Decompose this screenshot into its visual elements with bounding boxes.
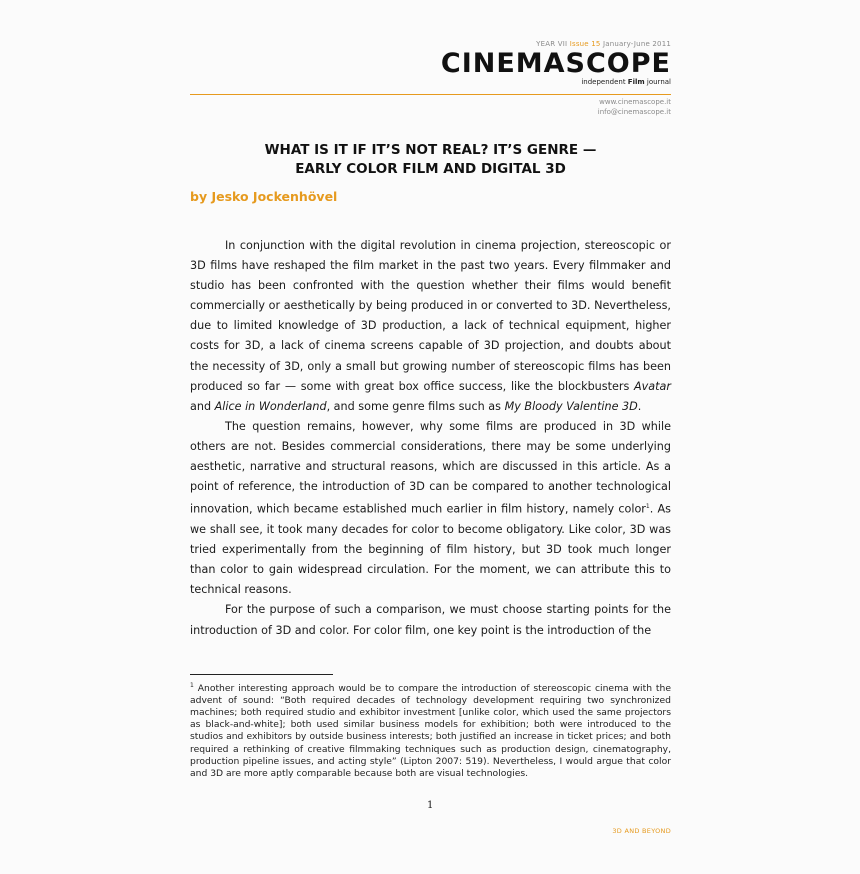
website-link[interactable]: www.cinemascope.it [599,98,671,106]
contact-info [598,97,671,117]
article-title [190,141,671,179]
author-byline: by Jesko Jockenhövel [190,189,338,204]
header-divider [190,94,671,95]
title-line-2: EARLY COLOR FILM AND DIGITAL 3D [295,161,566,177]
tagline-pre: independent [581,78,628,86]
p1-text-a: In conjunction with the digital revolution in cinema projection, stereoscopic or 3D films have reshaped the film market in the past two years. Every filmmaker and studio has been confronted with the question whether their films would benefit commercially or aesthetically by being produced in or converted to 3D. Nevertheless, due to limited knowledge of 3D production, a lack of technical equipment, higher costs for 3D, a lack of cinema screens capable of 3D projection, and doubts about the necessity of 3D, only a small but growing number of stereoscopic films has been produced so far — some with great box office success, like the blockbusters [190,239,671,393]
email-link[interactable]: info@cinemascope.it [597,108,671,116]
tagline-post: journal [644,78,671,86]
article-body [190,236,671,641]
footnote-marker: 1 [190,682,194,689]
p1-text-b: , and some genre films such as [326,399,505,413]
film-title-alice: Alice in Wonderland [214,399,327,413]
p1-end: . [637,399,642,413]
issue-info [536,40,671,48]
p2-text-b: . As we shall see, it took many decades for color to become obligatory. Like color, 3D was tried experimentally from the beginning of film history, but 3D took much longer than color to gain widespread circulation. For the moment, we can attribute this to technical reasons. [190,502,671,597]
p2-text-a: The question remains, however, why some films are produced in 3D while others are not. Besides commercial considerations, there may be some underlying aesthetic, narrative and structural reasons, which are discussed in this article. As a point of reference, the introduction of 3D can be compared to another technological innovation, which became established much earlier in film history, namely color [190,419,671,516]
issue-year: YEAR VII [536,40,568,48]
paragraph-3: For the purpose of such a comparison, we must choose starting points for the introduction of 3D and color. For color film, one key point is the introduction of the [190,603,671,637]
paragraph-1 [190,236,671,417]
issue-date: January-June 2011 [602,40,671,48]
footnote [190,680,671,780]
paragraph-2 [190,417,671,601]
title-line-1: WHAT IS IT IF IT’S NOT REAL? IT’S GENRE — [264,142,597,158]
issue-number: Issue 15 [569,40,601,48]
footnote-divider [190,674,333,675]
film-title-avatar: Avatar [634,379,671,393]
footnote-reference[interactable]: 1 [645,503,650,511]
section-label: 3D AND BEYOND [612,827,671,835]
journal-logo: CINEMASCOPE [440,48,671,79]
p1-and: and [190,399,215,413]
journal-tagline [581,78,671,86]
page-number: 1 [427,800,434,811]
film-title-valentine: My Bloody Valentine 3D [504,399,638,413]
footnote-text: Another interesting approach would be to compare the introduction of stereoscopic cinema with the advent of sound: “Both required decades of technology development requiring two synchronized machines; both required studio and exhibitor investment [unlike color, which used the same projectors as black-and-white]; both used similar business models for exhibition; both were introduced to the studios and exhibitors by outside business interests; both justified an increase in ticket prices; and both required a rethinking of creative filmmaking techniques such as production design, cinematography, production pipeline issues, and acting style” (Lipton 2007: 519). Nevertheless, I would argue that color and 3D are more aptly comparable because both are visual technologies. [190,683,671,779]
tagline-bold: Film [627,78,645,86]
